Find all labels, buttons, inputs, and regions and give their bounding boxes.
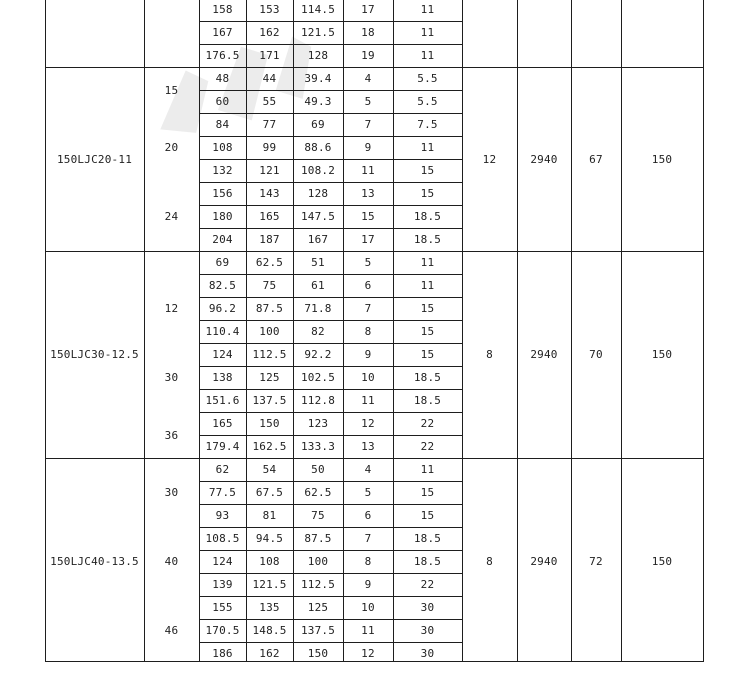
speed-cell: 2940	[530, 348, 558, 361]
table-cell: 165	[259, 210, 280, 223]
table-cell: 148.5	[252, 624, 287, 637]
table-cell: 12	[482, 152, 497, 166]
row-divider	[199, 550, 462, 551]
row-divider	[199, 573, 462, 574]
column-divider	[462, 0, 463, 662]
table-cell: 186	[212, 647, 233, 660]
row-divider	[199, 136, 462, 137]
table-cell: 121.5	[252, 578, 287, 591]
table-cell: 13	[361, 440, 375, 453]
table-cell: 11	[420, 256, 435, 269]
table-cell: 5	[364, 256, 372, 269]
column-divider	[703, 0, 704, 662]
table-cell: 204	[212, 233, 233, 246]
table-cell: 121	[259, 164, 280, 177]
flow-label: 12	[164, 302, 179, 315]
table-cell: 61	[311, 279, 325, 292]
table-cell: 62.5	[304, 486, 332, 499]
table-cell: 15	[420, 348, 435, 361]
table-cell: 11	[361, 394, 375, 407]
table-cell: 114.5	[300, 3, 336, 16]
table-cell: 17	[361, 233, 375, 246]
row-divider	[199, 343, 462, 344]
row-divider	[199, 320, 462, 321]
table-cell: 75	[311, 509, 325, 522]
table-cell: 7.5	[417, 118, 438, 131]
table-cell: 30	[420, 647, 435, 660]
table-cell: 62	[215, 463, 230, 476]
table-cell: 11	[361, 624, 375, 637]
table-cell: 8	[486, 348, 493, 361]
table-cell: 94.5	[255, 532, 284, 545]
table-cell: 100	[307, 555, 329, 568]
row-divider	[199, 435, 462, 436]
table-cell: 162	[259, 647, 280, 660]
flow-label: 20	[164, 141, 179, 154]
table-cell: 19	[361, 49, 375, 62]
row-divider	[199, 90, 462, 91]
column-divider	[393, 0, 394, 662]
table-cell: 170.5	[205, 624, 240, 637]
table-cell: 30	[420, 601, 435, 614]
column-divider	[571, 0, 572, 662]
table-cell: 75	[262, 279, 277, 292]
table-cell: 128	[307, 49, 329, 62]
table-cell: 15	[420, 164, 435, 177]
table-cell: 138	[212, 371, 233, 384]
table-cell: 100	[259, 325, 280, 338]
table-cell: 11	[420, 49, 435, 62]
table-cell: 62.5	[255, 256, 284, 269]
table-cell: 13	[361, 187, 375, 200]
table-cell: 84	[215, 118, 230, 131]
model-name: 150LJC20-11	[56, 152, 133, 166]
table-cell: 92.2	[304, 348, 332, 361]
table-cell: 102.5	[300, 371, 336, 384]
table-cell: 82.5	[208, 279, 237, 292]
table-cell: 150	[651, 348, 673, 361]
table-cell: 96.2	[208, 302, 237, 315]
table-cell: 67	[589, 152, 603, 166]
table-cell: 108	[259, 555, 280, 568]
table-cell: 8	[364, 555, 372, 568]
table-cell: 162.5	[252, 440, 287, 453]
row-divider	[199, 412, 462, 413]
table-cell: 6	[364, 279, 372, 292]
table-cell: 5	[364, 486, 372, 499]
table-cell: 7	[364, 302, 372, 315]
table-cell: 93	[215, 509, 230, 522]
table-cell: 112.5	[300, 578, 336, 591]
table-cell: 12	[361, 647, 375, 660]
row-divider	[199, 642, 462, 643]
table-cell: 8	[364, 325, 372, 338]
table-cell: 15	[361, 210, 375, 223]
table-cell: 135	[259, 601, 280, 614]
table-cell: 7	[364, 532, 372, 545]
table-cell: 88.6	[304, 141, 332, 154]
table-cell: 48	[215, 72, 230, 85]
table-cell: 132	[212, 164, 233, 177]
speed-cell: 2940	[530, 152, 558, 166]
flow-label: 40	[164, 555, 179, 568]
table-cell: 54	[262, 463, 277, 476]
table-cell: 124	[212, 348, 233, 361]
row-divider	[199, 113, 462, 114]
table-cell: 150	[651, 152, 673, 166]
row-divider	[199, 504, 462, 505]
column-divider	[293, 0, 294, 662]
table-cell: 121.5	[300, 26, 336, 39]
table-cell: 112.8	[300, 394, 336, 407]
table-cell: 8	[486, 555, 493, 568]
column-divider	[246, 0, 247, 662]
table-cell: 49.3	[304, 95, 332, 108]
table-cell: 11	[420, 3, 435, 16]
table-cell: 18.5	[413, 233, 442, 246]
table-cell: 153	[259, 3, 280, 16]
column-divider	[343, 0, 344, 662]
table-cell: 51	[311, 256, 325, 269]
table-cell: 81	[262, 509, 277, 522]
table-cell: 4	[364, 463, 372, 476]
table-cell: 150	[651, 555, 673, 568]
row-divider	[199, 297, 462, 298]
table-cell: 17	[361, 3, 375, 16]
table-cell: 128	[307, 187, 329, 200]
row-divider	[199, 527, 462, 528]
table-cell: 87.5	[255, 302, 284, 315]
table-cell: 72	[589, 555, 603, 568]
table-cell: 150	[259, 417, 280, 430]
row-divider	[199, 159, 462, 160]
table-cell: 11	[420, 141, 435, 154]
table-cell: 11	[420, 463, 435, 476]
table-cell: 18.5	[413, 210, 442, 223]
table-cell: 69	[215, 256, 230, 269]
flow-label: 30	[164, 486, 179, 499]
flow-label: 46	[164, 624, 179, 637]
column-divider	[517, 0, 518, 662]
table-cell: 60	[215, 95, 230, 108]
table-cell: 137.5	[252, 394, 287, 407]
flow-label: 24	[164, 210, 179, 223]
table-cell: 39.4	[304, 72, 332, 85]
table-cell: 171	[259, 49, 280, 62]
table-cell: 110.4	[205, 325, 240, 338]
table-cell: 9	[364, 578, 372, 591]
table-cell: 143	[259, 187, 280, 200]
speed-cell: 2940	[530, 555, 558, 568]
table-cell: 133.3	[300, 440, 336, 453]
table-cell: 167	[212, 26, 233, 39]
table-cell: 22	[420, 440, 435, 453]
table-cell: 179.4	[205, 440, 240, 453]
table-cell: 6	[364, 509, 372, 522]
table-cell: 5	[364, 95, 372, 108]
row-divider	[199, 182, 462, 183]
table-cell: 112.5	[252, 348, 287, 361]
table-cell: 9	[364, 348, 372, 361]
table-cell: 12	[361, 417, 375, 430]
table-cell: 10	[361, 601, 375, 614]
table-cell: 108.5	[205, 532, 240, 545]
table-cell: 30	[420, 624, 435, 637]
table-cell: 22	[420, 417, 435, 430]
row-divider	[199, 596, 462, 597]
table-cell: 44	[262, 72, 277, 85]
table-cell: 22	[420, 578, 435, 591]
table-cell: 18.5	[413, 555, 442, 568]
row-divider	[199, 228, 462, 229]
table-cell: 187	[259, 233, 280, 246]
table-cell: 125	[307, 601, 329, 614]
table-cell: 151.6	[205, 394, 240, 407]
table-cell: 5.5	[417, 95, 438, 108]
table-cell: 150	[307, 647, 329, 660]
table-cell: 15	[420, 325, 435, 338]
table-cell: 125	[259, 371, 280, 384]
table-cell: 124	[212, 555, 233, 568]
table-cell: 162	[259, 26, 280, 39]
table-cell: 18.5	[413, 394, 442, 407]
table-cell: 147.5	[300, 210, 336, 223]
table-cell: 99	[262, 141, 277, 154]
table-cell: 67.5	[255, 486, 284, 499]
row-divider	[199, 619, 462, 620]
table-cell: 10	[361, 371, 375, 384]
table-cell: 4	[364, 72, 372, 85]
flow-label: 30	[164, 371, 179, 384]
row-divider	[199, 274, 462, 275]
table-cell: 11	[361, 164, 375, 177]
column-divider	[45, 0, 46, 662]
table-cell: 77.5	[208, 486, 237, 499]
row-divider	[199, 481, 462, 482]
table-cell: 55	[262, 95, 277, 108]
column-divider	[621, 0, 622, 662]
table-cell: 77	[262, 118, 277, 131]
table-cell: 167	[307, 233, 329, 246]
table-cell: 11	[420, 279, 435, 292]
table-cell: 123	[307, 417, 329, 430]
table-cell: 69	[311, 118, 325, 131]
table-cell: 15	[420, 187, 435, 200]
column-divider	[144, 0, 145, 662]
table-cell: 176.5	[205, 49, 240, 62]
table-cell: 156	[212, 187, 233, 200]
table-cell: 155	[212, 601, 233, 614]
flow-label: 15	[164, 83, 179, 97]
table-cell: 5.5	[417, 72, 438, 85]
table-cell: 108	[212, 141, 233, 154]
table-cell: 180	[212, 210, 233, 223]
table-cell: 50	[311, 463, 325, 476]
table-cell: 18.5	[413, 532, 442, 545]
table-cell: 18	[361, 26, 375, 39]
table-cell: 82	[311, 325, 325, 338]
table-cell: 15	[420, 509, 435, 522]
bottom-border	[45, 661, 704, 662]
model-name: 150LJC30-12.5	[50, 348, 139, 361]
table-cell: 137.5	[300, 624, 336, 637]
column-divider	[199, 0, 200, 662]
table-cell: 165	[212, 417, 233, 430]
table-cell: 70	[589, 348, 603, 361]
table-cell: 7	[364, 118, 372, 131]
table-cell: 87.5	[304, 532, 332, 545]
table-cell: 9	[364, 141, 372, 154]
row-divider	[199, 366, 462, 367]
table-cell: 15	[420, 486, 435, 499]
table-cell: 11	[420, 26, 435, 39]
table-cell: 15	[420, 302, 435, 315]
row-divider	[199, 389, 462, 390]
model-name: 150LJC40-13.5	[50, 555, 139, 568]
table-cell: 139	[212, 578, 233, 591]
table-cell: 71.8	[304, 302, 332, 315]
flow-label: 36	[164, 428, 179, 442]
row-divider	[199, 205, 462, 206]
table-cell: 108.2	[300, 164, 336, 177]
table-cell: 158	[212, 3, 233, 16]
table-cell: 18.5	[413, 371, 442, 384]
